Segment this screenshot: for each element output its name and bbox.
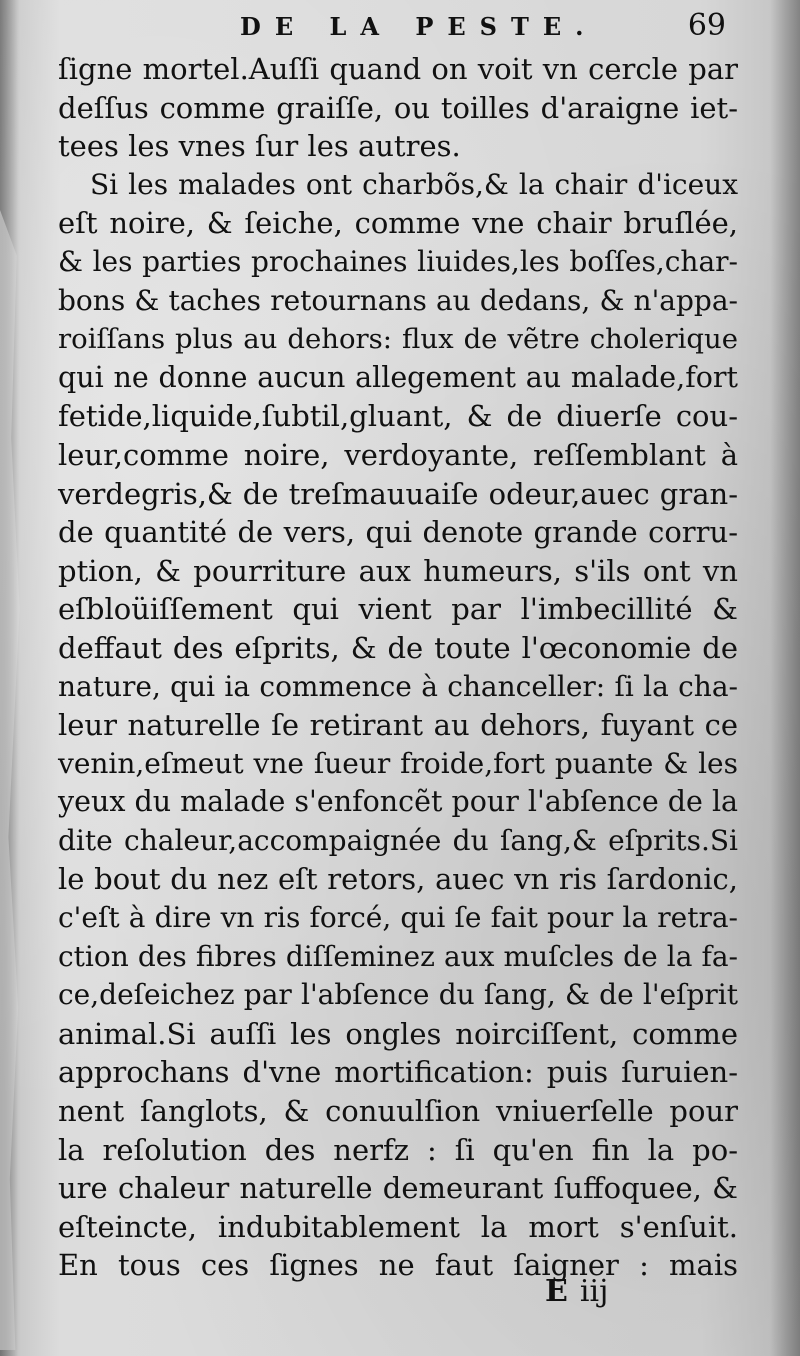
text-line: animal.Si auſſi les ongles noirciſſent, comme [58,1016,738,1051]
text-line: dite chaleur,accompaignée du ſang,& eſprits.Si [58,823,738,857]
text-line: venin,eſmeut vne ſueur froide,fort puante & les [58,746,738,780]
signature-numeral: iij [579,1274,609,1309]
text-line: eſt noire, & ſeiche, comme vne chair bruſlée, [58,206,738,241]
right-edge-shadow [770,0,800,1356]
text-line: approchans d'vne mortification: puis ſuruien- [58,1055,738,1090]
text-line: roiſſans plus au dehors: flux de vẽtre cholerique [58,323,738,356]
text-line: ure chaleur naturelle demeurant ſuffoquee, & [58,1171,738,1206]
text-line: deſſus comme graiſſe, ou toilles d'araigne iet- [58,90,738,125]
text-line: bons & taches retournans au dedans, & n'appa- [58,283,738,317]
text-line: de quantité de vers, qui denote grande corru- [58,515,738,550]
text-line: la reſolution des nerfz : ſi qu'en fin la po- [58,1132,738,1167]
text-line: Si les malades ont charbõs,& la chair d'iceux [90,167,738,201]
running-title: DE LA PESTE. [240,12,598,41]
running-head [0,6,800,50]
text-line: qui ne donne aucun allegement au malade,fort [58,360,738,394]
text-line: tees les vnes ſur les autres. [58,129,461,164]
page-number: 69 [687,8,726,43]
text-line: le bout du nez eſt retors, auec vn ris ſardonic, [58,862,738,897]
text-line: nature, qui ia commence à chanceller: ſi la cha- [58,669,738,703]
text-line: ption, & pourriture aux humeurs, s'ils ont vn [58,553,738,588]
text-line: leur naturelle ſe retirant au dehors, fuyant ce [58,708,738,743]
text-line: verdegris,& de treſmauuaiſe odeur,auec gran- [58,476,738,511]
text-line: leur,comme noire, verdoyante, reſſemblant à [58,437,738,472]
signature-letter: E [545,1274,568,1309]
text-line: ſigne mortel.Auſſi quand on voit vn cercle par [58,52,738,86]
text-line: deffaut des eſprits, & de toute l'œconomie de [58,630,738,665]
text-line: nent ſanglots, & conuulſion vniuerſelle pour [58,1094,738,1129]
text-line: ce,deſeichez par l'abſence du ſang, & de l'eſprit [58,978,738,1012]
text-line: c'eſt à dire vn ris forcé, qui ſe fait pour la retra- [58,901,738,935]
text-line: fetide,liquide,ſubtil,gluant, & de diuerſe cou- [58,399,738,434]
text-line: yeux du malade s'enfoncẽt pour l'abſence de la [58,785,739,819]
text-line: En tous ces ſignes ne faut ſaigner : mais [58,1248,738,1283]
text-line: ction des fibres diſſeminez aux muſcles de la fa- [58,939,738,973]
body-text [58,50,738,1285]
text-line: & les parties prochaines liuides,les boſſes,char- [58,244,738,278]
signature-mark [545,1274,608,1309]
text-line: eſbloüiſſement qui vient par l'imbecillité & [58,592,738,627]
text-line: eſteincte, indubitablement la mort s'enſuit. [58,1209,738,1244]
